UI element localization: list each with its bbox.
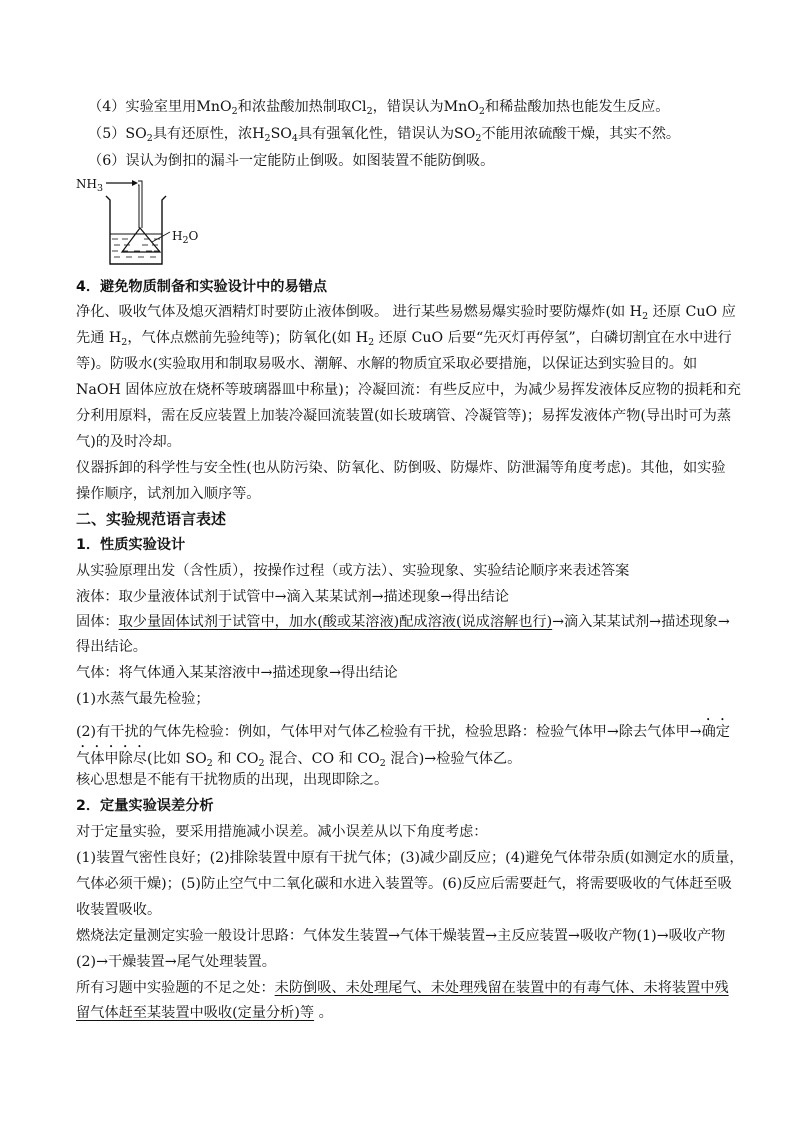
line-item-6: （6）误认为倒扣的漏斗一定能防止倒吸。如图装置不能防倒吸。: [88, 153, 495, 169]
quant-line2: (1)装置气密性良好；(2)排除装置中原有干扰气体；(3)减少副反应；(4)避免气体带杂质(如测定水的质量，: [76, 850, 744, 866]
design-line1: 从实验原理出发（含性质），按操作过程（或方法）、实验现象、实验结论顺序来表述答案: [76, 563, 630, 579]
design-solid-cont: 得出结论。: [76, 639, 147, 655]
design-gas: 气体：将气体通入某某溶液中→描述现象→得出结论: [76, 665, 398, 681]
para1-line6: 气)的及时冷却。: [76, 434, 181, 450]
para2-line2: 操作顺序，试剂加入顺序等。: [76, 486, 261, 502]
quant-line7: 所有习题中实验题的不足之处：未防倒吸、未处理尾气、未处理残留在装置中的有毒气体、未将装置中残: [76, 980, 729, 996]
design-core: 核心思想是不能有干扰物质的出现，出现即除之。: [76, 772, 389, 788]
label-nh3: $NH_3$: [76, 177, 104, 194]
design-liquid: 液体：取少量液体试剂于试管中→滴入某某试剂→描述现象→得出结论: [76, 589, 509, 605]
design-water: (1)水蒸气最先检验；: [76, 691, 210, 707]
quant-line8: 留气体赶至某装置中吸收(定量分析)等 。: [76, 1005, 333, 1021]
design-interfere: (2)有干扰的气体先检验：例如，气体甲对气体乙检验有干扰，检验思路：检验气体甲→除去气体甲→确定: [76, 724, 730, 740]
para1-line5: 分利用原料，需在反应装置上加装冷凝回流装置(如长玻璃管、冷凝管等)；易挥发液体产物(导出时可为蒸: [76, 408, 732, 424]
quant-line1: 对于定量实验，要采用措施减小误差。减小误差从以下角度考虑：: [76, 824, 488, 840]
quant-line5: 燃烧法定量测定实验一般设计思路：气体发生装置→气体干燥装置→主反应装置→吸收产物(1)→吸收产物: [76, 928, 726, 944]
heading-2: 2．定量实验误差分析: [76, 798, 214, 814]
para2-line1: 仪器拆卸的科学性与安全性(也从防污染、防氧化、防倒吸、防爆炸、防泄漏等角度考虑)。其他，如实验: [76, 460, 726, 476]
design-interfere-cont: 气体甲除尽(比如 $SO_2$ 和 $CO_2$ 混合、CO 和 $CO_2$ 混合)→检验气体乙。: [76, 751, 522, 769]
label-h2o: $H_2O$: [172, 229, 199, 246]
line-item-5: $(5)SO_2$具有还原性，浓$H_2SO_4$具有强氧化性，错误认为$SO_2$不能用浓硫酸干燥，其实不然。: [88, 126, 681, 144]
design-solid: 固体：取少量固体试剂于试管中，加水(酸或某溶液)配成溶液(说成溶解也行)→滴入某某试剂→描述现象→: [76, 614, 730, 630]
para1-line3: 等)。防吸水(实验取用和制取易吸水、潮解、水解的物质宜采取必要措施，以保证达到实验目的。如: [76, 356, 698, 372]
quant-line6: (2)→干燥装置→尾气处理装置。: [76, 954, 276, 970]
heading-1: 1．性质实验设计: [76, 537, 186, 553]
quant-line3: 气体必须干燥)；(5)防止空气中二氧化碳和水进入装置等。(6)反应后需要赶气，将需要吸收的气体赶至吸: [76, 876, 732, 892]
line-item-4: （4）实验室里用MnO$_2$和浓盐酸加热制取$Cl_2$，错误认为MnO$_2$和稀盐酸加热也能发生反应。: [88, 99, 670, 117]
para1-line2: 先通 $H_2$，气体点燃前先验纯等)；防氧化(如 $H_2$ 还原 CuO 后要“先灭灯再停氢”，白磷切割宜在水中进行: [76, 330, 732, 348]
beaker-funnel-diagram: [96, 174, 216, 269]
section-heading-2: 二、实验规范语言表述: [76, 510, 227, 528]
heading-4: 4．避免物质制备和实验设计中的易错点: [76, 279, 328, 295]
quant-line4: 收装置吸收。: [76, 902, 162, 918]
para1-line1: 净化、吸收气体及熄灭酒精灯时要防止液体倒吸。 进行某些易燃易爆实验时要防爆炸(如 $H_2$ 还原 CuO 应: [76, 304, 736, 322]
para1-line4: NaOH 固体应放在烧杯等玻璃器皿中称量)；冷凝回流：有些反应中，为减少易挥发液体反应物的损耗和充: [76, 382, 741, 398]
